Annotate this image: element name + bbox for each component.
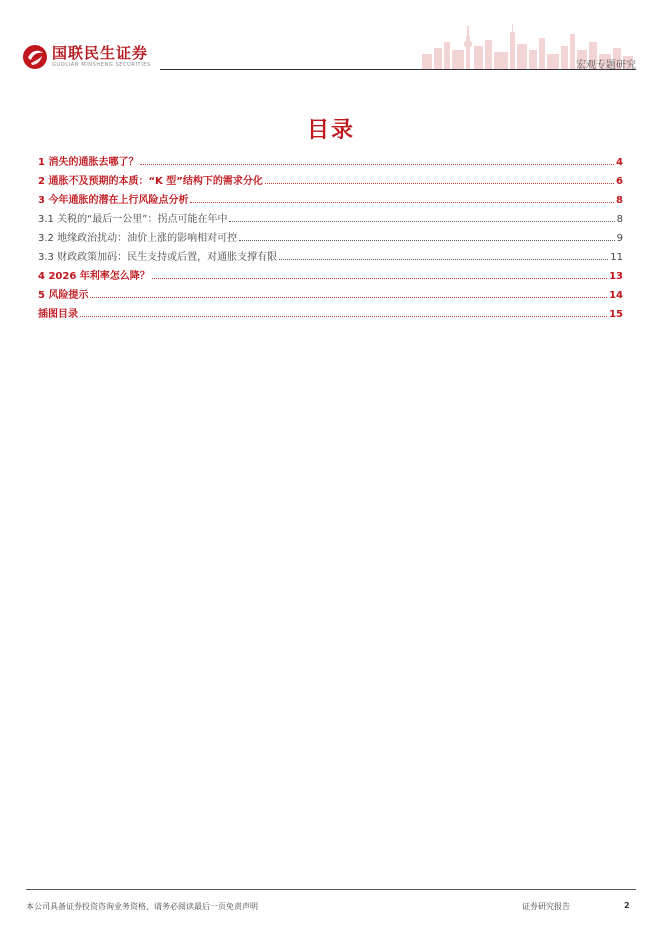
toc-entry-page: 4: [616, 157, 623, 168]
brand-name-en: GUOLIAN MINSHENG SECURITIES: [52, 62, 151, 68]
toc-leader-dots: [265, 183, 614, 184]
toc-entry-page: 13: [609, 271, 623, 282]
footer-divider: [26, 889, 636, 890]
toc-entry-label: 插图目录: [38, 309, 78, 320]
toc-entry-page: 6: [616, 176, 623, 187]
toc-leader-dots: [279, 259, 608, 260]
toc-entry-page: 15: [609, 309, 623, 320]
page-header: [0, 0, 662, 80]
toc-entry-label: 3.3 财政政策加码：民生支持或后置，对通胀支撑有限: [38, 252, 278, 263]
toc-leader-dots: [239, 240, 615, 241]
report-type-label: 宏观专题研究: [576, 60, 636, 71]
toc-leader-dots: [140, 164, 614, 165]
toc-entry-label: 5 风险提示: [38, 290, 89, 301]
toc-entry[interactable]: [38, 282, 623, 301]
toc-entry-page: 11: [610, 252, 623, 263]
toc-entry[interactable]: [38, 263, 623, 282]
toc-leader-dots: [90, 297, 607, 298]
table-of-contents: [38, 149, 623, 320]
toc-entry[interactable]: [38, 187, 623, 206]
toc-entry-label: 3.1 关税的“最后一公里”：拐点可能在年中: [38, 214, 228, 225]
toc-entry-label: 1 消失的通胀去哪了？: [38, 157, 139, 168]
toc-entry-page: 14: [609, 290, 623, 301]
footer-disclaimer: 本公司具备证券投资咨询业务资格，请务必阅读最后一页免责声明: [26, 902, 258, 911]
toc-entry-page: 8: [616, 195, 623, 206]
toc-entry-page: 8: [616, 214, 623, 225]
toc-leader-dots: [229, 221, 614, 222]
toc-entry-label: 3 今年通胀的潜在上行风险点分析: [38, 195, 189, 206]
toc-entry[interactable]: [38, 168, 623, 187]
toc-entry[interactable]: [38, 149, 623, 168]
footer-report-label: 证券研究报告: [522, 902, 570, 911]
toc-leader-dots: [190, 202, 614, 203]
toc-subentry[interactable]: [38, 244, 623, 263]
toc-entry-label: 3.2 地缘政治扰动：油价上涨的影响相对可控: [38, 233, 238, 244]
toc-entry-label: 4 2026 年利率怎么降？: [38, 271, 150, 282]
toc-subentry[interactable]: [38, 206, 623, 225]
toc-leader-dots: [80, 316, 607, 317]
toc-entry-page: 9: [616, 233, 623, 244]
toc-subentry[interactable]: [38, 225, 623, 244]
toc-entry-label: 2 通胀不及预期的本质：“K 型”结构下的需求分化: [38, 176, 263, 187]
company-logo-icon: [22, 44, 48, 70]
toc-title: 目录: [306, 118, 355, 143]
company-logo: [22, 44, 151, 70]
toc-entry[interactable]: [38, 301, 623, 320]
brand-name-cn: 国联民生证券: [52, 44, 149, 62]
page-number: 2: [624, 901, 630, 910]
header-divider: [160, 69, 636, 70]
toc-leader-dots: [152, 278, 607, 279]
